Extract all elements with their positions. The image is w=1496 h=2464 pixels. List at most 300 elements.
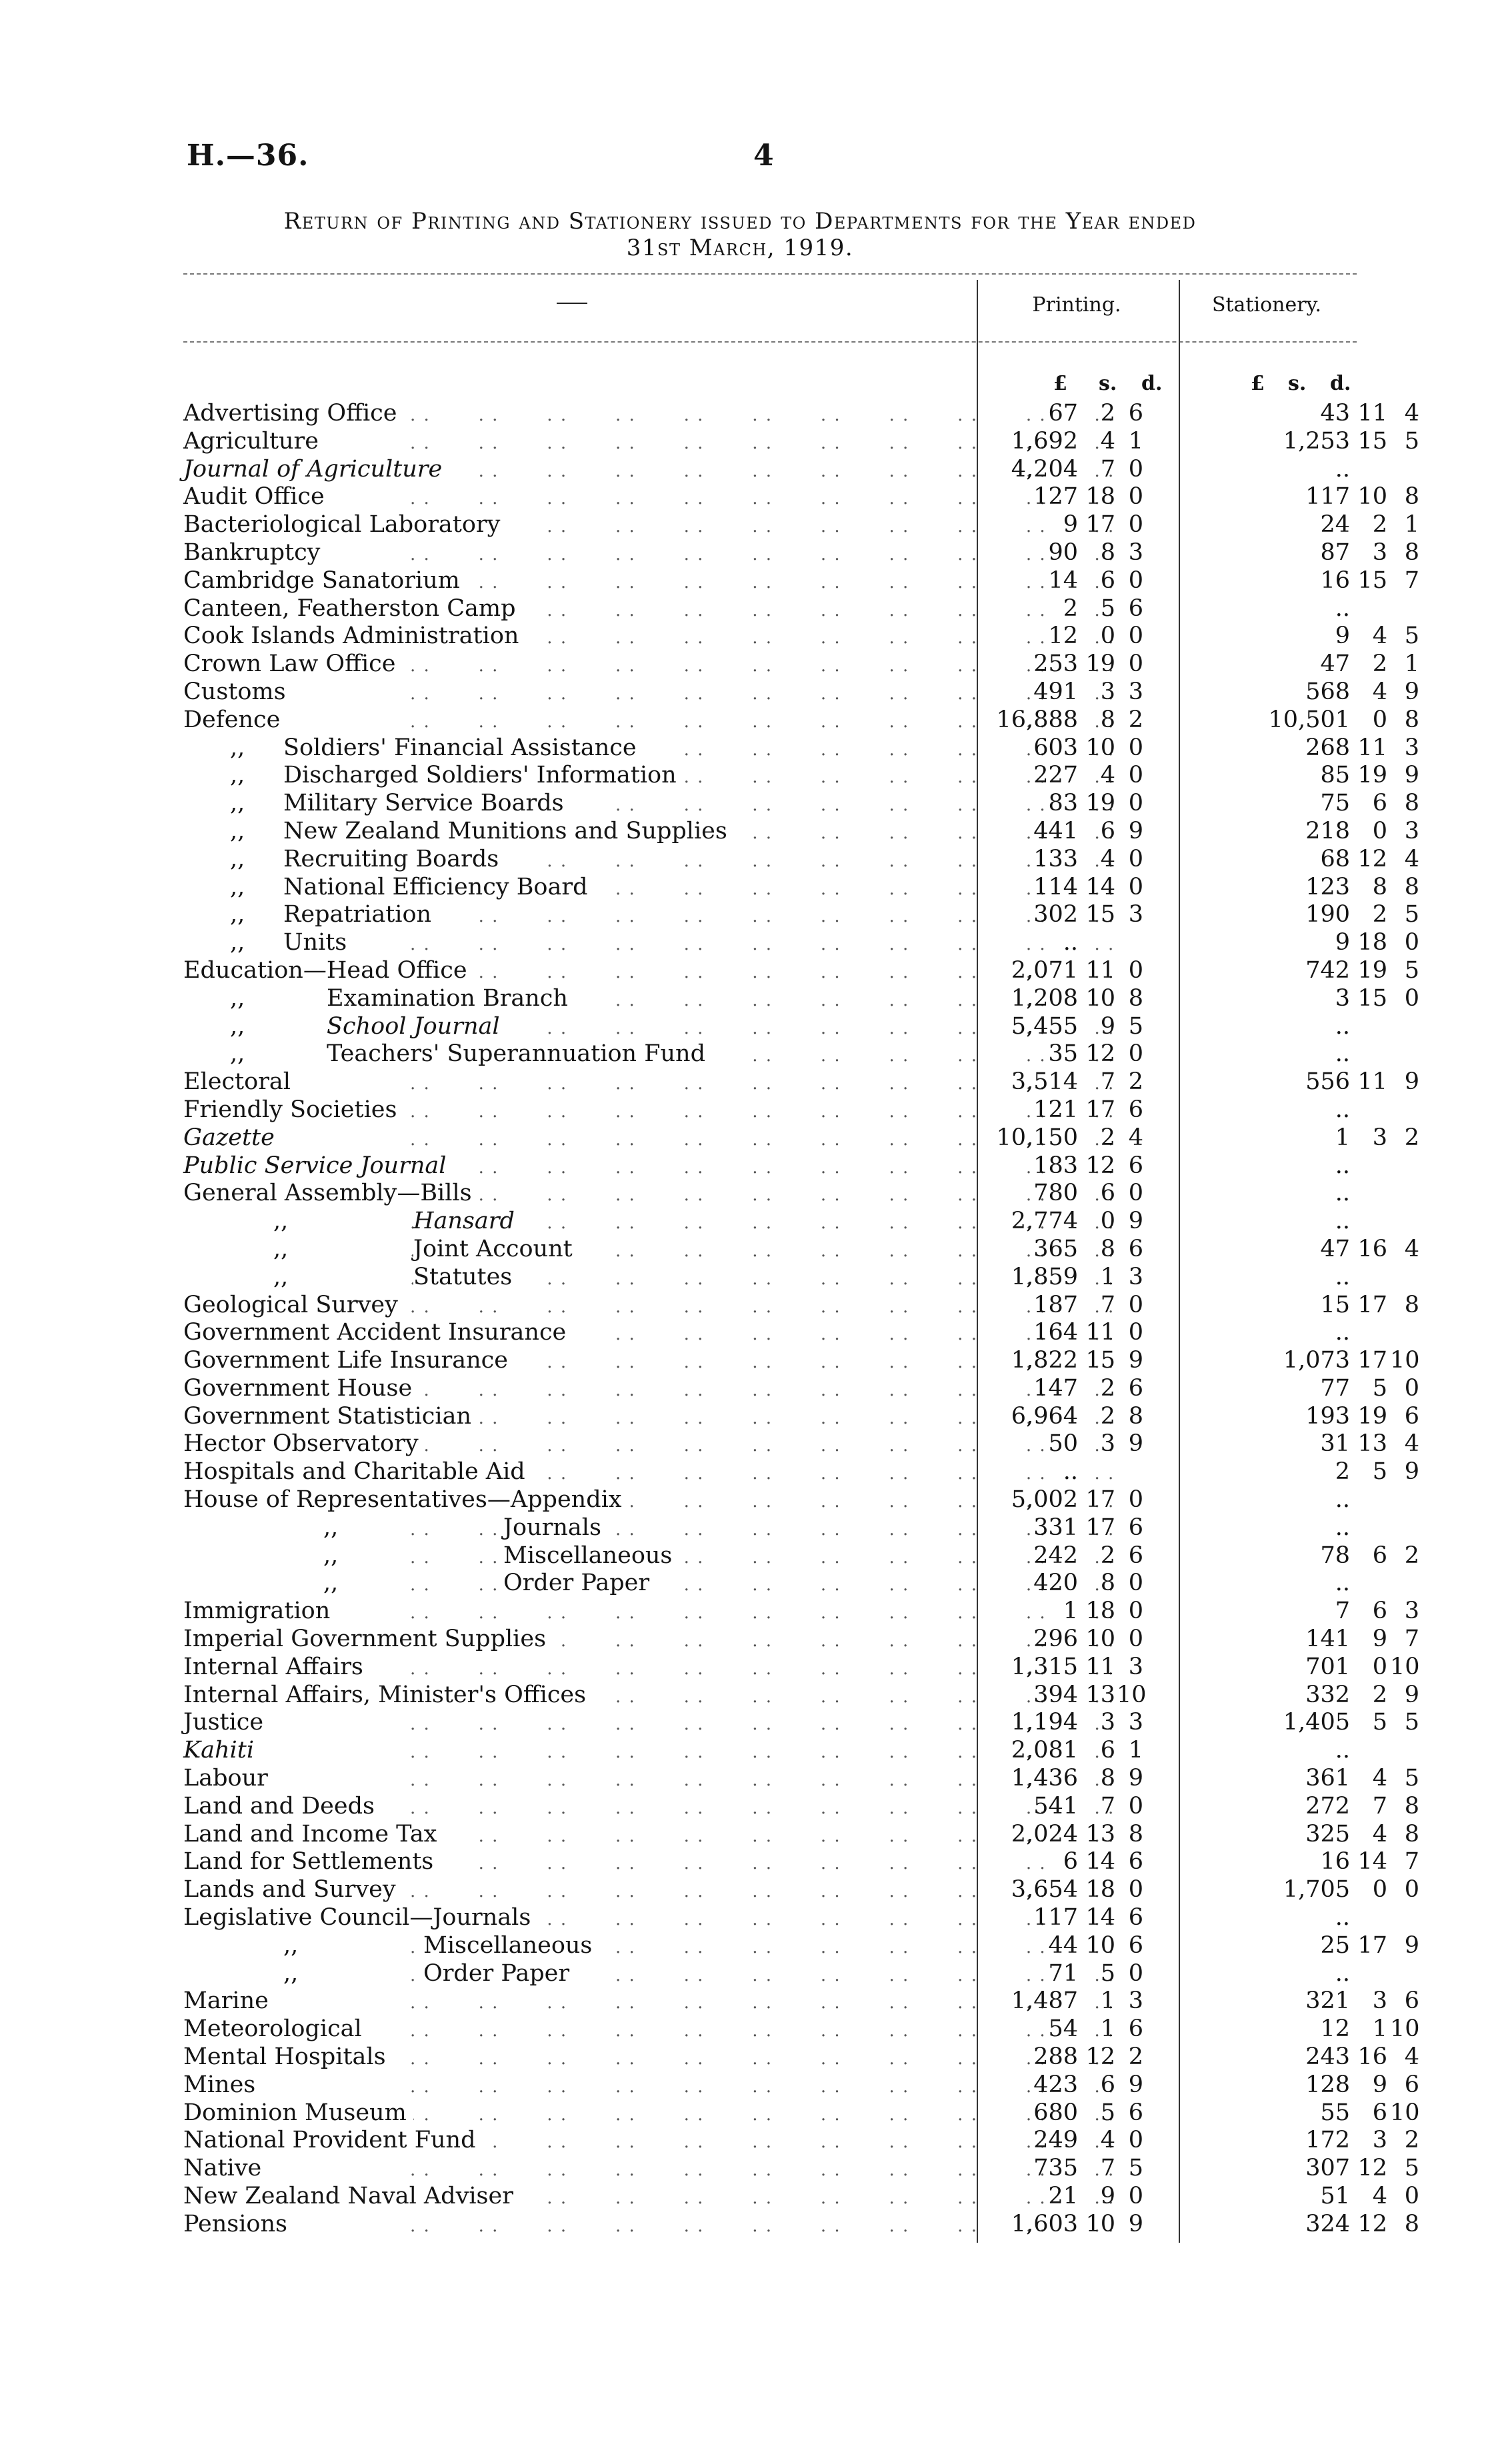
department-name <box>183 1904 537 1932</box>
printing-pounds: 1,208 <box>1011 984 1078 1012</box>
stationery-pounds: 1,253 <box>1283 427 1350 455</box>
stationery-pence: 8 <box>1404 1820 1419 1848</box>
printing-pence: 2 <box>1128 706 1143 733</box>
table-row <box>183 1709 1419 1737</box>
stationery-pence: 7 <box>1404 1848 1419 1875</box>
printing-pence: 6 <box>1128 1152 1143 1179</box>
printing-pence: 1 <box>1128 427 1143 455</box>
department-label: Labour <box>183 1765 275 1792</box>
department-name <box>183 706 287 734</box>
table-row <box>183 1124 1419 1152</box>
stationery-shillings: 6 <box>1372 2099 1387 2126</box>
stationery-pounds: 742 <box>1305 956 1350 984</box>
table-row <box>183 1013 1357 1041</box>
stationery-pence: 2 <box>1404 2127 1419 2154</box>
table-row <box>183 1960 1357 1988</box>
table-row <box>183 622 1419 650</box>
stationery-shillings: 4 <box>1372 1765 1387 1792</box>
stationery-pounds: .. <box>1335 1096 1350 1123</box>
stationery-shillings: 15 <box>1357 427 1387 455</box>
stationery-shillings: 12 <box>1357 845 1387 872</box>
printing-shillings: 6 <box>1100 1737 1115 1764</box>
stationery-pounds: 268 <box>1305 734 1350 761</box>
printing-pounds: 331 <box>1033 1514 1078 1541</box>
stationery-shillings: 9 <box>1372 1626 1387 1653</box>
printing-pounds: 296 <box>1033 1626 1078 1653</box>
printing-pounds: 133 <box>1033 845 1078 872</box>
printing-pounds: 10,150 <box>996 1124 1078 1151</box>
stationery-shillings: 0 <box>1372 817 1387 844</box>
stationery-shillings: 0 <box>1372 1876 1387 1903</box>
printing-pounds: 16,888 <box>996 706 1078 733</box>
department-label: Joint Account <box>413 1236 579 1264</box>
stationery-shillings: 10 <box>1357 483 1387 511</box>
department-label: Agriculture <box>183 428 325 455</box>
printing-pounds: 1,692 <box>1011 427 1078 455</box>
printing-pence: 3 <box>1128 1709 1143 1736</box>
printing-shillings: 1 <box>1100 1987 1115 2015</box>
table-row <box>183 1876 1419 1904</box>
stationery-shillings: 4 <box>1372 622 1387 650</box>
printing-shillings: 14 <box>1085 1904 1115 1931</box>
printing-pence: 8 <box>1128 1402 1143 1430</box>
department-name <box>183 456 449 484</box>
printing-shillings: 7 <box>1100 2155 1115 2182</box>
stationery-pounds: 307 <box>1305 2155 1350 2182</box>
stationery-pence: 8 <box>1404 483 1419 511</box>
department-label: Government House <box>183 1375 419 1402</box>
printing-shillings: 19 <box>1085 790 1115 817</box>
printing-pence: 0 <box>1128 650 1143 678</box>
printing-pounds: 1,315 <box>1011 1653 1078 1680</box>
stationery-shillings: 3 <box>1372 1124 1387 1151</box>
stationery-pence-header: d. <box>1330 372 1351 395</box>
printing-pounds: 54 <box>1048 2015 1078 2043</box>
printing-pence: 0 <box>1128 873 1143 900</box>
department-label: Order Paper <box>503 1570 656 1598</box>
stationery-pounds: 193 <box>1305 1402 1350 1430</box>
department-label: Public Service Journal <box>183 1152 453 1179</box>
department-name <box>183 957 474 985</box>
stationery-pence: 5 <box>1404 622 1419 650</box>
table-row <box>183 567 1419 595</box>
department-label: Repatriation <box>283 901 438 929</box>
printing-pence: 10 <box>1117 1681 1147 1708</box>
table-row <box>183 2183 1419 2211</box>
table-row <box>183 483 1419 511</box>
ditto-mark: ,, <box>230 845 245 872</box>
printing-shillings: 10 <box>1085 1931 1115 1959</box>
table-row <box>183 1904 1357 1932</box>
department-label: Soldiers' Financial Assistance <box>283 734 643 762</box>
printing-pence: 0 <box>1128 845 1143 872</box>
stationery-shillings: 19 <box>1357 762 1387 789</box>
department-name <box>183 1486 629 1514</box>
printing-shillings: 2 <box>1100 1124 1115 1151</box>
printing-shillings: 10 <box>1085 2210 1115 2237</box>
stationery-pence: 10 <box>1390 2015 1420 2043</box>
department-label: Dominion Museum <box>183 2099 413 2126</box>
stationery-pounds: 321 <box>1305 1987 1350 2015</box>
printing-pence: 9 <box>1128 2071 1143 2098</box>
stationery-pence: 4 <box>1404 400 1419 427</box>
printing-pence: 9 <box>1128 1430 1143 1458</box>
department-name <box>183 428 325 456</box>
printing-pounds: 227 <box>1033 762 1078 789</box>
printing-pounds: 90 <box>1048 539 1078 566</box>
stationery-shillings: 3 <box>1372 539 1387 566</box>
printing-shillings: 9 <box>1100 1012 1115 1040</box>
department-name <box>183 595 522 623</box>
department-name <box>183 1876 403 1904</box>
stationery-pence: 8 <box>1404 706 1419 733</box>
printing-pence: 0 <box>1128 1291 1143 1318</box>
printing-shillings: 3 <box>1100 1430 1115 1458</box>
stationery-shillings: 15 <box>1357 984 1387 1012</box>
stationery-pounds: .. <box>1335 1012 1350 1040</box>
printing-pence: 6 <box>1128 595 1143 622</box>
department-label: National Provident Fund <box>183 2127 483 2153</box>
printing-shillings: 4 <box>1100 2127 1115 2154</box>
printing-pounds: 2,024 <box>1011 1820 1078 1848</box>
stationery-pence: 4 <box>1404 2043 1419 2071</box>
department-name <box>183 1347 515 1375</box>
printing-shillings: 10 <box>1085 1626 1115 1653</box>
printing-pounds: 242 <box>1033 1542 1078 1569</box>
department-name <box>183 2015 369 2043</box>
stationery-shillings: 4 <box>1372 678 1387 705</box>
printing-shillings: 2 <box>1100 1402 1115 1430</box>
department-name <box>183 2211 294 2239</box>
printing-pounds: 2,774 <box>1011 1208 1078 1235</box>
stationery-shillings: 13 <box>1357 1430 1387 1458</box>
department-name <box>183 539 327 567</box>
department-label: Journals <box>503 1514 608 1542</box>
printing-pence: 6 <box>1128 1931 1143 1959</box>
department-label: Meteorological <box>183 2015 369 2042</box>
table-row <box>183 790 1419 818</box>
printing-pounds: 680 <box>1033 2099 1078 2126</box>
printing-pounds: 67 <box>1048 400 1078 427</box>
table-row <box>183 1040 1357 1068</box>
stationery-pounds: 47 <box>1320 1235 1350 1262</box>
table-row <box>183 1681 1419 1710</box>
department-label: Statutes <box>413 1264 519 1292</box>
department-label: Land and Income Tax <box>183 1821 443 1848</box>
header-bottom-rule <box>183 341 1357 343</box>
stationery-pounds: 31 <box>1320 1430 1350 1458</box>
stationery-pence: 6 <box>1404 2071 1419 2098</box>
stationery-shillings: 12 <box>1357 2155 1387 2182</box>
table-row <box>183 1653 1420 1682</box>
printing-shillings: 4 <box>1100 845 1115 872</box>
ditto-mark: ,, <box>323 1514 339 1541</box>
printing-shillings: 4 <box>1100 762 1115 789</box>
stationery-shillings: 11 <box>1357 400 1387 427</box>
stationery-pounds: 128 <box>1305 2071 1350 2098</box>
printing-pence: 2 <box>1128 2043 1143 2071</box>
ditto-mark: ,, <box>283 1959 299 1987</box>
stationery-pounds: 272 <box>1305 1792 1350 1820</box>
stationery-pounds: 3 <box>1335 984 1350 1012</box>
ditto-mark: ,, <box>230 817 245 844</box>
department-label: New Zealand Naval Adviser <box>183 2183 520 2209</box>
printing-pounds: 83 <box>1048 790 1078 817</box>
department-label: Teachers' Superannuation Fund <box>327 1040 712 1068</box>
stationery-shillings: 17 <box>1357 1931 1387 1959</box>
table-row <box>183 845 1419 874</box>
table-row <box>183 1542 1419 1570</box>
stationery-shillings: 1 <box>1372 2015 1387 2043</box>
printing-pounds: 1,822 <box>1011 1347 1078 1374</box>
table-row <box>183 1402 1419 1431</box>
stationery-pence: 10 <box>1390 1653 1420 1680</box>
stationery-shillings: 5 <box>1372 1709 1387 1736</box>
table-row <box>183 1430 1419 1458</box>
printing-shillings: 6 <box>1100 1180 1115 1207</box>
stationery-pence: 6 <box>1404 1402 1419 1430</box>
stationery-pence: 5 <box>1404 2155 1419 2182</box>
printing-pence: 0 <box>1128 1876 1143 1903</box>
printing-shillings: 0 <box>1100 1208 1115 1235</box>
stationery-shillings: 4 <box>1372 2183 1387 2209</box>
department-label: Hansard <box>413 1208 521 1236</box>
stationery-pounds: 10,501 <box>1268 706 1350 733</box>
department-label: Geological Survey <box>183 1292 405 1318</box>
stationery-pounds: 77 <box>1320 1374 1350 1402</box>
table-row <box>183 734 1419 762</box>
stationery-pounds: .. <box>1335 1208 1350 1235</box>
stationery-pounds: .. <box>1335 1040 1350 1068</box>
printing-shillings: 5 <box>1100 1959 1115 1987</box>
printing-pounds: 1,436 <box>1011 1765 1078 1792</box>
printing-pence: 0 <box>1128 1180 1143 1207</box>
stationery-pence: 5 <box>1404 1709 1419 1736</box>
stationery-shillings: 15 <box>1357 567 1387 594</box>
printing-pence: 0 <box>1128 956 1143 984</box>
stationery-pence: 8 <box>1404 1792 1419 1820</box>
department-label: Legislative Council—Journals <box>183 1904 537 1931</box>
department-label: School Journal <box>327 1013 507 1041</box>
table-title-line-2: 31st March, 1919. <box>626 235 854 261</box>
stationery-shillings: 16 <box>1357 1235 1387 1262</box>
department-label: Crown Law Office <box>183 650 402 677</box>
stationery-pounds: 25 <box>1320 1931 1350 1959</box>
stationery-pence: 7 <box>1404 567 1419 594</box>
stationery-pence: 3 <box>1404 1598 1419 1625</box>
page-number: 4 <box>753 139 774 173</box>
department-label: Hospitals and Charitable Aid <box>183 1458 532 1485</box>
printing-pounds: 71 <box>1048 1959 1078 1987</box>
ditto-mark: ,, <box>273 1235 289 1262</box>
stationery-pence: 9 <box>1404 762 1419 789</box>
printing-pence: 0 <box>1128 762 1143 789</box>
stationery-pence: 0 <box>1404 2183 1419 2209</box>
table-row <box>183 1291 1419 1320</box>
printing-shillings: 13 <box>1085 1681 1115 1708</box>
stationery-pence: 4 <box>1404 1235 1419 1262</box>
stationery-pounds: .. <box>1335 1904 1350 1931</box>
department-label: Miscellaneous <box>423 1932 599 1960</box>
department-name <box>183 2071 262 2099</box>
table-row <box>183 2071 1419 2099</box>
department-label: Units <box>283 929 353 957</box>
stationery-pounds: 141 <box>1305 1626 1350 1653</box>
printing-pence: 0 <box>1128 567 1143 594</box>
department-label: Government Life Insurance <box>183 1347 515 1374</box>
stationery-pounds: .. <box>1335 1737 1350 1764</box>
department-label: Justice <box>183 1709 270 1736</box>
department-name <box>183 1682 593 1710</box>
printing-pounds: 21 <box>1048 2183 1078 2209</box>
printing-shillings: 14 <box>1085 873 1115 900</box>
printing-pounds: 9 <box>1063 511 1078 539</box>
stationery-pounds: 15 <box>1320 1291 1350 1318</box>
stationery-pounds: .. <box>1335 1570 1350 1597</box>
printing-shillings: 8 <box>1100 706 1115 733</box>
department-label: General Assembly—Bills <box>183 1180 479 1206</box>
department-label: Audit Office <box>183 483 331 510</box>
stationery-pence: 8 <box>1404 790 1419 817</box>
stationery-shillings: 2 <box>1372 901 1387 928</box>
printing-pence: 0 <box>1128 734 1143 761</box>
stationery-pounds: .. <box>1335 455 1350 483</box>
table-row <box>183 2127 1419 2155</box>
description-column-header <box>557 303 587 304</box>
ditto-mark: ,, <box>323 1542 339 1569</box>
stationery-pence: 6 <box>1404 1987 1419 2015</box>
printing-pounds: 541 <box>1033 1792 1078 1820</box>
printing-pounds: 780 <box>1033 1180 1078 1207</box>
department-name <box>183 400 403 428</box>
stationery-pence: 3 <box>1404 817 1419 844</box>
stationery-shillings: 4 <box>1372 1820 1387 1848</box>
department-label: Bankruptcy <box>183 539 327 566</box>
printing-pounds: 5,455 <box>1011 1012 1078 1040</box>
ditto-mark: ,, <box>230 984 245 1012</box>
stationery-shillings: 9 <box>1372 2071 1387 2098</box>
stationery-shillings: 11 <box>1357 734 1387 761</box>
stationery-pence: 2 <box>1404 1124 1419 1151</box>
department-label: Order Paper <box>423 1960 576 1988</box>
printing-pence: 3 <box>1128 539 1143 566</box>
printing-shillings: 17 <box>1085 1486 1115 1514</box>
stationery-shillings: 2 <box>1372 511 1387 539</box>
department-label: Journal of Agriculture <box>183 456 449 483</box>
stationery-pounds: 701 <box>1305 1653 1350 1680</box>
stationery-pence: 0 <box>1404 1374 1419 1402</box>
printing-column-header: Printing. <box>1032 293 1121 317</box>
printing-pounds: 50 <box>1048 1430 1078 1458</box>
stationery-pounds: 1 <box>1335 1124 1350 1151</box>
stationery-shillings: 12 <box>1357 2210 1387 2237</box>
department-name <box>183 1598 337 1626</box>
department-label: Canteen, Featherston Camp <box>183 595 522 622</box>
department-label: Defence <box>183 706 287 733</box>
department-name <box>183 1848 440 1876</box>
department-label: Imperial Government Supplies <box>183 1626 553 1652</box>
printing-shillings: 10 <box>1085 734 1115 761</box>
stationery-shillings: 16 <box>1357 2043 1387 2071</box>
stationery-pence: 0 <box>1404 929 1419 956</box>
table-row <box>183 650 1419 678</box>
printing-pence: 3 <box>1128 1987 1143 2015</box>
department-label: Government Statistician <box>183 1403 478 1430</box>
department-label: House of Representatives—Appendix <box>183 1486 629 1513</box>
department-label: Marine <box>183 1987 275 2014</box>
table-row <box>183 1931 1419 1960</box>
printing-pence: 3 <box>1128 1653 1143 1680</box>
printing-pounds: 164 <box>1033 1319 1078 1346</box>
printing-pence: 8 <box>1128 984 1143 1012</box>
ditto-mark: ,, <box>230 901 245 928</box>
stationery-pence: 4 <box>1404 845 1419 872</box>
stationery-shillings: 8 <box>1372 873 1387 900</box>
printing-pence: 0 <box>1128 1959 1143 1987</box>
printing-pounds: 735 <box>1033 2155 1078 2182</box>
stationery-shillings-header: s. <box>1288 372 1307 395</box>
department-label: Advertising Office <box>183 400 403 427</box>
stationery-pounds: .. <box>1335 1152 1350 1179</box>
stationery-shillings: 17 <box>1357 1291 1387 1318</box>
stationery-shillings: 19 <box>1357 1402 1387 1430</box>
printing-pence: 4 <box>1128 1124 1143 1151</box>
stationery-pounds: 123 <box>1305 873 1350 900</box>
stationery-pounds: 78 <box>1320 1542 1350 1569</box>
stationery-pounds: 243 <box>1305 2043 1350 2071</box>
printing-pence: 3 <box>1128 678 1143 705</box>
table-row <box>183 1598 1419 1626</box>
printing-shillings: 12 <box>1085 1152 1115 1179</box>
printing-pence: 9 <box>1128 1765 1143 1792</box>
table-row <box>183 1626 1419 1654</box>
stationery-pounds: 1,073 <box>1283 1347 1350 1374</box>
table-row <box>183 762 1419 790</box>
department-label: Pensions <box>183 2211 294 2237</box>
printing-shillings: 6 <box>1100 567 1115 594</box>
printing-pence: 9 <box>1128 2210 1143 2237</box>
department-name <box>183 1375 419 1403</box>
printing-pounds: 1,487 <box>1011 1987 1078 2015</box>
table-row <box>183 1374 1419 1403</box>
printing-pence: 6 <box>1128 1374 1143 1402</box>
printing-pounds: 114 <box>1033 873 1078 900</box>
printing-pounds: 1,859 <box>1011 1263 1078 1290</box>
printing-pounds: 3,654 <box>1011 1876 1078 1903</box>
stationery-pounds: .. <box>1335 1486 1350 1514</box>
stationery-pounds: 7 <box>1335 1598 1350 1625</box>
printing-pounds: 187 <box>1033 1291 1078 1318</box>
department-label: Discharged Soldiers' Information <box>283 762 683 790</box>
printing-shillings: 8 <box>1100 539 1115 566</box>
printing-pounds: 253 <box>1033 650 1078 678</box>
stationery-pounds: 24 <box>1320 511 1350 539</box>
table-row <box>183 2099 1420 2127</box>
stationery-shillings: 2 <box>1372 1681 1387 1708</box>
printing-pounds: 423 <box>1033 2071 1078 2098</box>
stationery-pounds: 190 <box>1305 901 1350 928</box>
stationery-pence: 1 <box>1404 511 1419 539</box>
printing-pence-header: d. <box>1141 372 1163 395</box>
table-row <box>183 1848 1419 1876</box>
printing-shillings: 12 <box>1085 2043 1115 2071</box>
ditto-mark: ,, <box>230 734 245 761</box>
stationery-pence: 9 <box>1404 1068 1419 1096</box>
printing-pounds: 2,081 <box>1011 1737 1078 1764</box>
printing-shillings: 3 <box>1100 1709 1115 1736</box>
printing-shillings: 18 <box>1085 1598 1115 1625</box>
stationery-pence: 5 <box>1404 956 1419 984</box>
